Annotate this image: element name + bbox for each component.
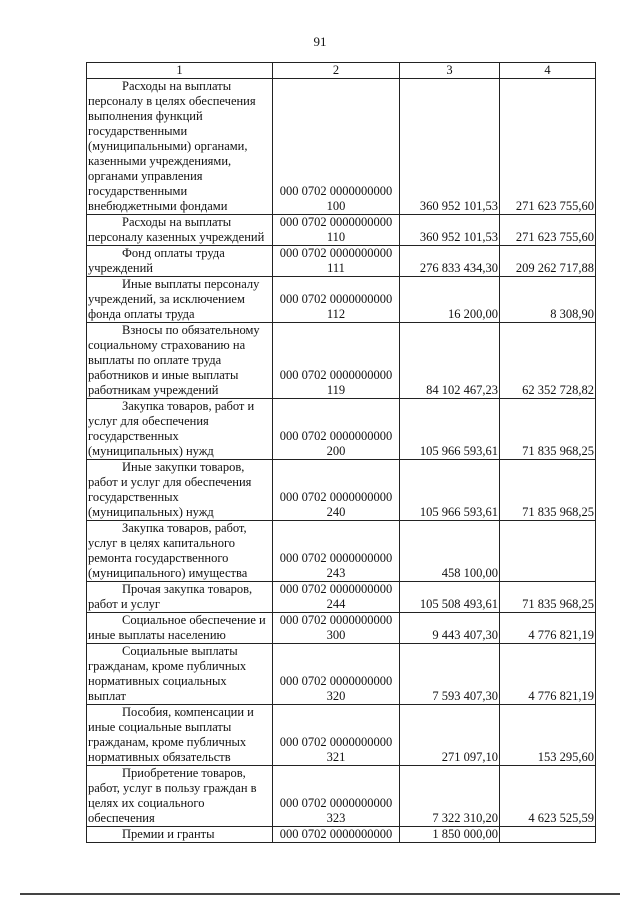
- table-row: [87, 460, 596, 521]
- budget-code: 000 0702 0000000000 119: [273, 323, 400, 399]
- amount-col4: 8 308,90: [500, 277, 596, 323]
- table-row: [87, 582, 596, 613]
- expense-name: Взносы по обязательному социальному страхованию на выплаты по оплате труда работников и иные выплаты работникам учреждений: [87, 323, 273, 399]
- amount-col4: 71 835 968,25: [500, 582, 596, 613]
- budget-code: 000 0702 0000000000 200: [273, 399, 400, 460]
- amount-col3: 1 850 000,00: [400, 827, 500, 843]
- budget-table: [86, 62, 596, 843]
- expense-name: Социальные выплаты гражданам, кроме публичных нормативных социальных выплат: [87, 644, 273, 705]
- table-row: [87, 246, 596, 277]
- expense-name: Фонд оплаты труда учреждений: [87, 246, 273, 277]
- expense-name: Прочая закупка товаров, работ и услуг: [87, 582, 273, 613]
- column-header: 1: [87, 63, 273, 79]
- amount-col3: 7 322 310,20: [400, 766, 500, 827]
- budget-code: 000 0702 0000000000 110: [273, 215, 400, 246]
- column-header: 4: [500, 63, 596, 79]
- amount-col3: 84 102 467,23: [400, 323, 500, 399]
- budget-code: 000 0702 0000000000 243: [273, 521, 400, 582]
- column-header: 3: [400, 63, 500, 79]
- expense-name: Закупка товаров, работ, услуг в целях капитального ремонта государственного (муниципального) имущества: [87, 521, 273, 582]
- expense-name: Премии и гранты: [87, 827, 273, 843]
- expense-name: Иные закупки товаров, работ и услуг для обеспечения государственных (муниципальных) нужд: [87, 460, 273, 521]
- amount-col3: 360 952 101,53: [400, 79, 500, 215]
- expense-name: Расходы на выплаты персоналу казенных учреждений: [87, 215, 273, 246]
- table-row: [87, 323, 596, 399]
- table-header-row: [87, 63, 596, 79]
- budget-code: 000 0702 0000000000 240: [273, 460, 400, 521]
- amount-col4: 4 623 525,59: [500, 766, 596, 827]
- amount-col3: 16 200,00: [400, 277, 500, 323]
- amount-col4: 4 776 821,19: [500, 644, 596, 705]
- table-row: [87, 79, 596, 215]
- budget-code: 000 0702 0000000000 300: [273, 613, 400, 644]
- amount-col4: 71 835 968,25: [500, 460, 596, 521]
- budget-code: 000 0702 0000000000 321: [273, 705, 400, 766]
- column-header: 2: [273, 63, 400, 79]
- amount-col4: 209 262 717,88: [500, 246, 596, 277]
- table-row: [87, 766, 596, 827]
- expense-name: Социальное обеспечение и иные выплаты населению: [87, 613, 273, 644]
- amount-col4: 62 352 728,82: [500, 323, 596, 399]
- table-row: [87, 215, 596, 246]
- amount-col3: 105 508 493,61: [400, 582, 500, 613]
- table-row: [87, 277, 596, 323]
- budget-code: 000 0702 0000000000 320: [273, 644, 400, 705]
- table-row: [87, 705, 596, 766]
- amount-col4: 71 835 968,25: [500, 399, 596, 460]
- amount-col4: [500, 521, 596, 582]
- amount-col3: 105 966 593,61: [400, 460, 500, 521]
- expense-name: Пособия, компенсации и иные социальные выплаты гражданам, кроме публичных нормативных обязательств: [87, 705, 273, 766]
- amount-col3: 105 966 593,61: [400, 399, 500, 460]
- page-number: 91: [313, 34, 327, 49]
- amount-col4: 271 623 755,60: [500, 215, 596, 246]
- budget-code: 000 0702 0000000000 112: [273, 277, 400, 323]
- amount-col3: 360 952 101,53: [400, 215, 500, 246]
- budget-code: 000 0702 0000000000 323: [273, 766, 400, 827]
- expense-name: Иные выплаты персоналу учреждений, за исключением фонда оплаты труда: [87, 277, 273, 323]
- budget-code: 000 0702 0000000000: [273, 827, 400, 843]
- amount-col3: 9 443 407,30: [400, 613, 500, 644]
- amount-col3: 458 100,00: [400, 521, 500, 582]
- table-row: [87, 644, 596, 705]
- expense-name: Расходы на выплаты персоналу в целях обеспечения выполнения функций государственными (муниципальными) органами, казенными учреждениями, органами управления государственными внебюджетными фондами: [87, 79, 273, 215]
- amount-col3: 7 593 407,30: [400, 644, 500, 705]
- expense-name: Закупка товаров, работ и услуг для обеспечения государственных (муниципальных) нужд: [87, 399, 273, 460]
- page-bottom-rule: [20, 893, 620, 895]
- amount-col4: 153 295,60: [500, 705, 596, 766]
- table-row: [87, 521, 596, 582]
- amount-col4: 271 623 755,60: [500, 79, 596, 215]
- amount-col4: 4 776 821,19: [500, 613, 596, 644]
- table-row: [87, 827, 596, 843]
- budget-code: 000 0702 0000000000 100: [273, 79, 400, 215]
- table-row: [87, 399, 596, 460]
- budget-code: 000 0702 0000000000 244: [273, 582, 400, 613]
- amount-col3: 271 097,10: [400, 705, 500, 766]
- expense-name: Приобретение товаров, работ, услуг в пользу граждан в целях их социального обеспечения: [87, 766, 273, 827]
- amount-col4: [500, 827, 596, 843]
- amount-col3: 276 833 434,30: [400, 246, 500, 277]
- budget-code: 000 0702 0000000000 111: [273, 246, 400, 277]
- table-row: [87, 613, 596, 644]
